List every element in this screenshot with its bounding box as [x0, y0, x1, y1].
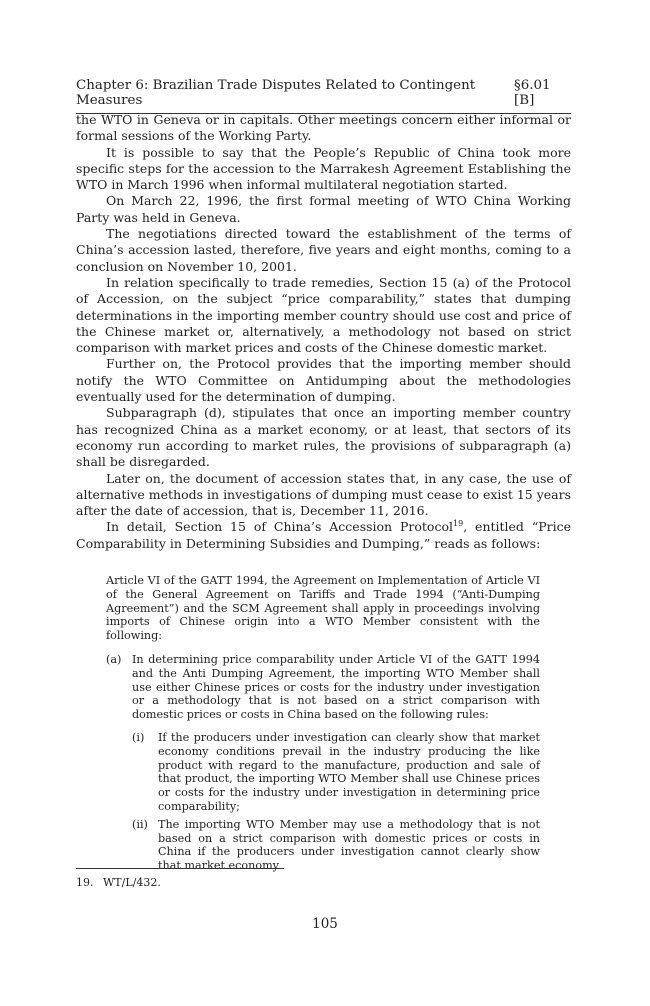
item-label: (ii) [132, 817, 148, 831]
item-text: If the producers under investigation can clearly show that market economy conditions prevail in the industry producing the like product with regard to the manufacture, production and sale of that product, the importing WTO Member shall use Chinese prices or costs for the industry under investigation in determining price comparability; [158, 730, 540, 813]
paragraph: It is possible to say that the People’s Republic of China took more specific steps for the accession to the Marrakesh Agreement Establishing the WTO in March 1996 when informal multilateral negotiation started. [76, 144, 571, 193]
page-number: 105 [312, 916, 338, 932]
quote-intro: Article VI of the GATT 1994, the Agreement on Implementation of Article VI of the General Agreement on Tariffs and Trade 1994 (“Anti-Dumping Agreement”) and the SCM Agreement shall apply in proceedings involving imports of Chinese origin into a WTO Member consistent with the following: [106, 574, 540, 643]
section-number: §6.01 [B] [514, 78, 551, 108]
paragraph-text: In detail, Section 15 of China’s Accession Protocol [106, 519, 453, 535]
block-quote [106, 574, 540, 877]
paragraph: Further on, the Protocol provides that the importing member should notify the WTO Committee on Antidumping about the methodologies eventually used for the determination of dumping. [76, 356, 571, 405]
paragraph: Subparagraph (d), stipulates that once an importing member country has recognized China as a market economy, or at least, that sectors of its economy run according to market rules, the provisions of subparagraph (a) shall be disregarded. [76, 405, 571, 470]
paragraph: On March 22, 1996, the first formal meeting of WTO China Working Party was held in Geneva. [76, 193, 571, 225]
paragraph: The negotiations directed toward the establishment of the terms of China’s accession lasted, therefore, five years and eight months, coming to a conclusion on November 10, 2001. [76, 226, 571, 274]
item-text: In determining price comparability under Article VI of the GATT 1994 and the Anti Dumping Agreement, the importing WTO Member shall use either Chinese prices or costs for the industry under investigation or a methodology that is not based on a strict comparison with domestic prices or costs in China based on the following rules: [132, 652, 540, 722]
body-text [76, 112, 571, 552]
sub-item-i [132, 731, 540, 814]
running-header [76, 78, 571, 114]
footnote-text: WT/L/432. [103, 876, 161, 889]
paragraph-text: , entitled “Price Comparability in Determining Subsidies and Dumping,” reads as follows: [76, 519, 571, 551]
quote-item-a [106, 653, 540, 722]
chapter-title: Chapter 6: Brazilian Trade Disputes Related to Contingent Measures [76, 78, 476, 108]
footnote-number: 19. [76, 876, 94, 889]
item-text: The importing WTO Member may use a methodology that is not based on a strict comparison with domestic prices or costs in China if the producers under investigation cannot clearly show that market economy [158, 817, 540, 873]
sub-item-ii [132, 818, 540, 873]
item-label: (i) [132, 730, 145, 744]
sub-items [132, 731, 540, 873]
paragraph: Later on, the document of accession states that, in any case, the use of alternative methods in investigations of dumping must cease to exist 15 years after the date of accession, that is, December 11, 2016. [76, 470, 572, 519]
paragraph: In relation specifically to trade remedies, Section 15 (a) of the Protocol of Accession, on the subject “price comparability,” states that dumping determinations in the importing member country should use cost and price of the Chinese market or, alternatively, a methodology not based on strict comparison with market prices and costs of the Chinese domestic market. [76, 274, 571, 356]
paragraph [76, 519, 571, 552]
footnote [76, 876, 161, 889]
footnote-reference: 19 [453, 519, 464, 529]
paragraph: the WTO in Geneva or in capitals. Other meetings concern either informal or formal sessions of the Working Party. [76, 112, 571, 144]
item-label: (a) [106, 652, 122, 666]
footnote-divider [76, 868, 284, 869]
